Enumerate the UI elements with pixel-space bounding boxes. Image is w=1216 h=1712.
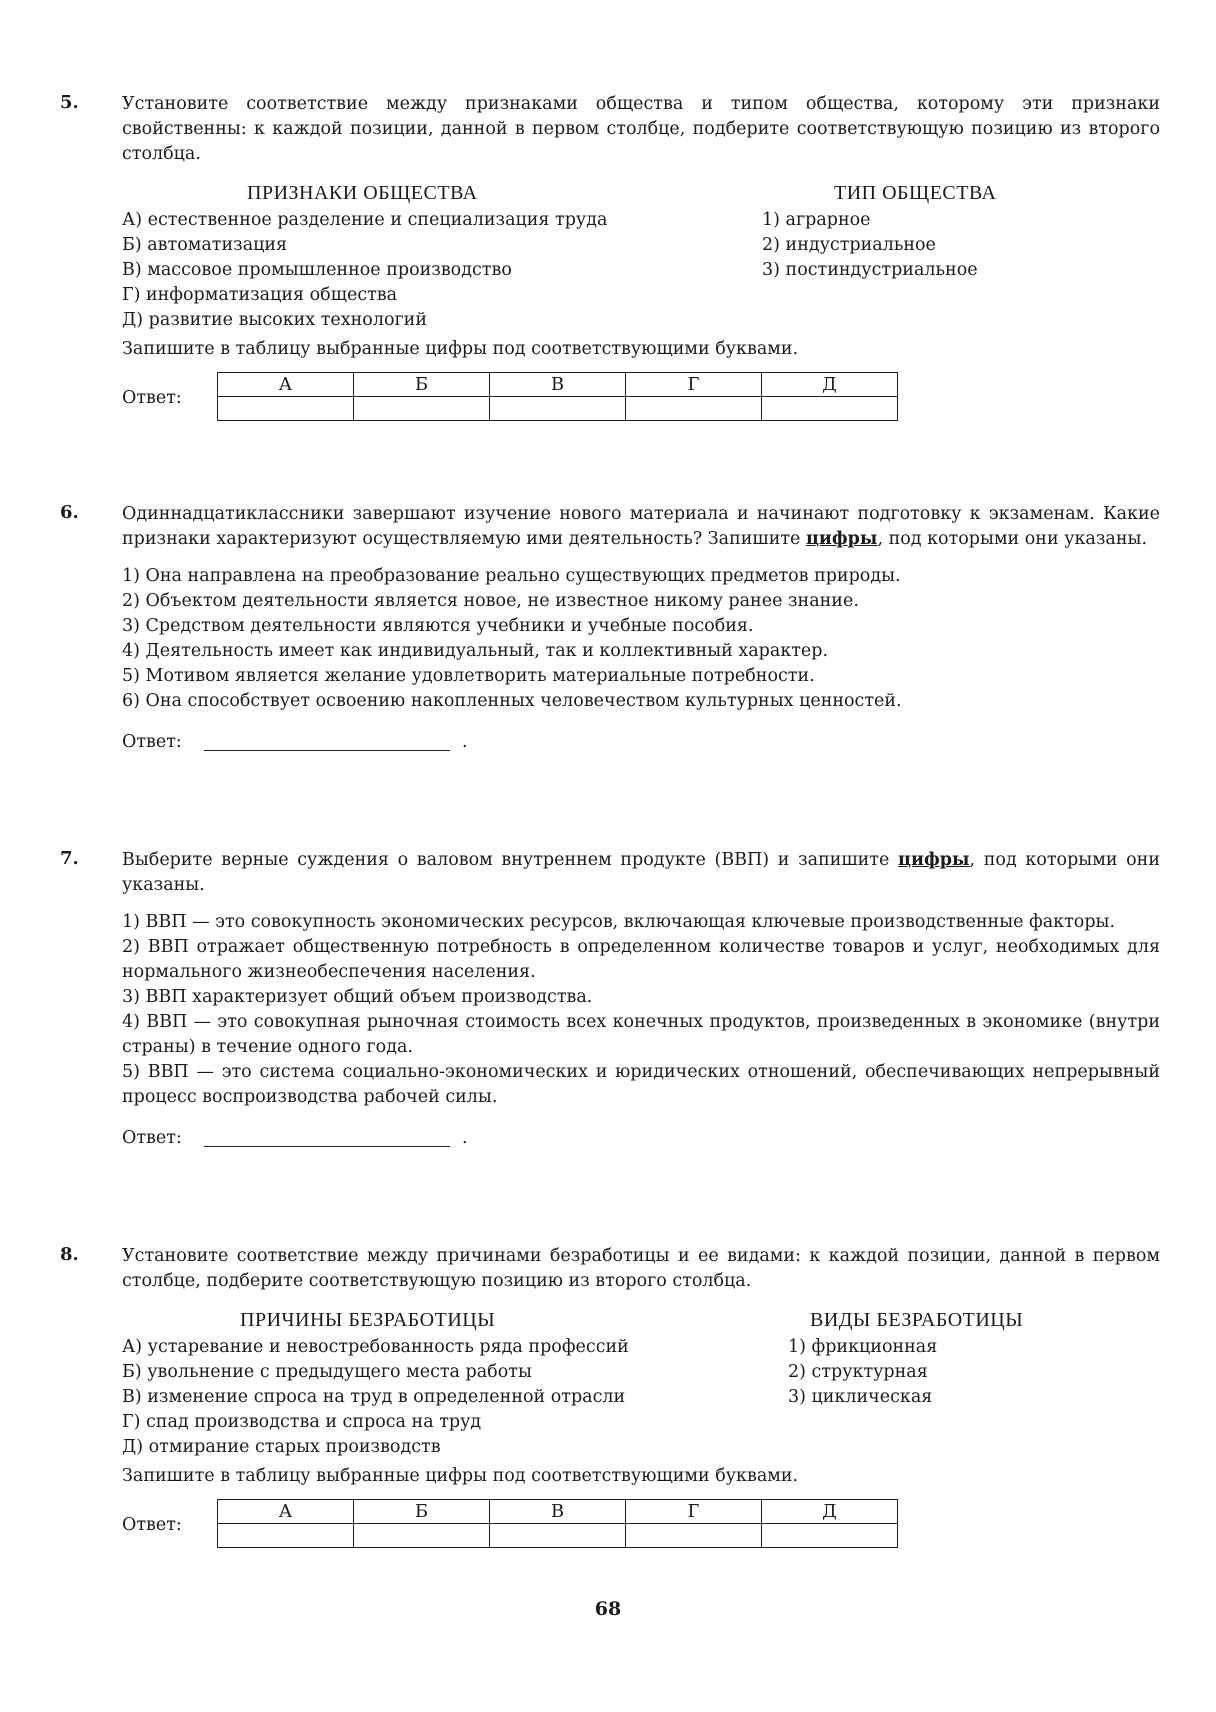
task-6 (60, 502, 1160, 758)
list-item: А) устаревание и невостребованность ряда профессий (122, 1337, 629, 1357)
list-item: В) изменение спроса на труд в определенной отрасли (122, 1387, 626, 1407)
task-7 (60, 848, 1160, 1154)
table-header: Г (626, 1500, 762, 1524)
list-item: Д) отмирание старых производств (122, 1437, 441, 1457)
answer-label: Ответ: (122, 388, 182, 408)
task-number: 8. (60, 1244, 79, 1265)
column-header: ВИДЫ БЕЗРАБОТИЦЫ (810, 1309, 1024, 1331)
answer-cell[interactable] (354, 1524, 490, 1548)
list-item: 2) ВВП отражает общественную потребность в определенном количестве товаров и услуг, необходимых для нормального жизнеобеспечения населения. (122, 937, 1160, 982)
table-header: Д (762, 373, 898, 397)
task-number: 6. (60, 502, 79, 523)
instruction: Запишите в таблицу выбранные цифры под соответствующими буквами. (122, 1466, 799, 1486)
left-column (122, 181, 722, 333)
table-header: Б (354, 373, 490, 397)
list-item: 3) ВВП характеризует общий объем производства. (122, 987, 593, 1007)
task-5 (60, 92, 1160, 428)
answer-dot: . (462, 1128, 468, 1148)
answer-cell[interactable] (762, 1524, 898, 1548)
answer-label: Ответ: (122, 732, 182, 752)
left-column (122, 1308, 722, 1460)
page-number: 68 (594, 1598, 622, 1620)
list-item: 2) Объектом деятельности является новое, не известное никому ранее знание. (122, 591, 859, 611)
right-column (762, 181, 1082, 283)
list-item: Б) автоматизация (122, 235, 288, 255)
table-header: Д (762, 1500, 898, 1524)
options-list (122, 564, 1160, 714)
list-item: Г) спад производства и спроса на труд (122, 1412, 482, 1432)
table-header: В (490, 1500, 626, 1524)
answer-cell[interactable] (626, 1524, 762, 1548)
answer-cell[interactable] (354, 397, 490, 421)
table-header: Г (626, 373, 762, 397)
column-header: ПРИЗНАКИ ОБЩЕСТВА (247, 182, 478, 204)
list-item: 2) структурная (788, 1362, 928, 1382)
answer-cell[interactable] (626, 397, 762, 421)
answer-label: Ответ: (122, 1515, 182, 1535)
options-list (122, 910, 1160, 1110)
list-item: 6) Она способствует освоению накопленных человечеством культурных ценностей. (122, 691, 902, 711)
list-item: А) естественное разделение и специализация труда (122, 210, 608, 230)
answer-cell[interactable] (762, 397, 898, 421)
list-item: 1) фрикционная (788, 1337, 938, 1357)
list-item: 2) индустриальное (762, 235, 936, 255)
column-header: ТИП ОБЩЕСТВА (834, 182, 997, 204)
list-item: 5) Мотивом является желание удовлетворить материальные потребности. (122, 666, 815, 686)
task-number: 7. (60, 848, 79, 869)
emphasis-digits: цифры (805, 529, 878, 549)
answer-line (122, 730, 1160, 758)
list-item: 1) ВВП — это совокупность экономических ресурсов, включающая ключевые производственные факторы. (122, 912, 1116, 932)
list-item: 3) циклическая (788, 1387, 933, 1407)
right-column (788, 1308, 1108, 1410)
list-item: 4) ВВП — это совокупная рыночная стоимость всех конечных продуктов, произведенных в экономике (внутри страны) в течение одного года. (122, 1012, 1160, 1057)
task-number: 5. (60, 92, 79, 113)
table-header: А (218, 1500, 354, 1524)
list-item: 5) ВВП — это система социально-экономических и юридических отношений, обеспечивающих непрерывный процесс воспроизводства рабочей силы. (122, 1062, 1160, 1107)
answer-cell[interactable] (490, 397, 626, 421)
answer-table (217, 372, 898, 421)
list-item: 4) Деятельность имеет как индивидуальный, так и коллективный характер. (122, 641, 829, 661)
list-item: В) массовое промышленное производство (122, 260, 512, 280)
instruction: Запишите в таблицу выбранные цифры под соответствующими буквами. (122, 339, 799, 359)
list-item: Д) развитие высоких технологий (122, 310, 427, 330)
answer-cell[interactable] (490, 1524, 626, 1548)
list-item: 1) аграрное (762, 210, 871, 230)
answer-label: Ответ: (122, 1128, 182, 1148)
list-item: Б) увольнение с предыдущего места работы (122, 1362, 532, 1382)
column-header: ПРИЧИНЫ БЕЗРАБОТИЦЫ (240, 1309, 496, 1331)
answer-dot: . (462, 732, 468, 752)
answer-cell[interactable] (218, 397, 354, 421)
table-header: А (218, 373, 354, 397)
task-text: Одиннадцатиклассники завершают изучение нового материала и начинают подготовку к экзаменам. Какие признаки характеризуют осуществляемую ими деятельность? Запишите цифры, под которыми они указаны. (122, 504, 1160, 549)
list-item: 1) Она направлена на преобразование реально существующих предметов природы. (122, 566, 901, 586)
answer-cell[interactable] (218, 1524, 354, 1548)
emphasis-digits: цифры (898, 850, 970, 870)
answer-line (122, 1126, 1160, 1154)
answer-table-block (122, 1499, 1160, 1555)
table-header: В (490, 373, 626, 397)
table-header: Б (354, 1500, 490, 1524)
answer-blank[interactable] (204, 750, 450, 751)
answer-blank[interactable] (204, 1146, 450, 1147)
answer-table (217, 1499, 898, 1548)
task-8 (60, 1244, 1160, 1555)
list-item: 3) Средством деятельности являются учебники и учебные пособия. (122, 616, 754, 636)
list-item: Г) информатизация общества (122, 285, 398, 305)
task-text: Установите соответствие между признаками общества и типом общества, которому эти признаки свойственны: к каждой позиции, данной в первом столбце, подберите соответствующую позицию из второго столбца. (122, 94, 1160, 164)
task-text: Установите соответствие между причинами безработицы и ее видами: к каждой позиции, данной в первом столбце, подберите соответствующую позицию из второго столбца. (122, 1246, 1160, 1291)
list-item: 3) постиндустриальное (762, 260, 978, 280)
answer-table-block (122, 372, 1160, 428)
task-text: Выберите верные суждения о валовом внутреннем продукте (ВВП) и запишите цифры, под которыми они указаны. (122, 850, 1160, 895)
